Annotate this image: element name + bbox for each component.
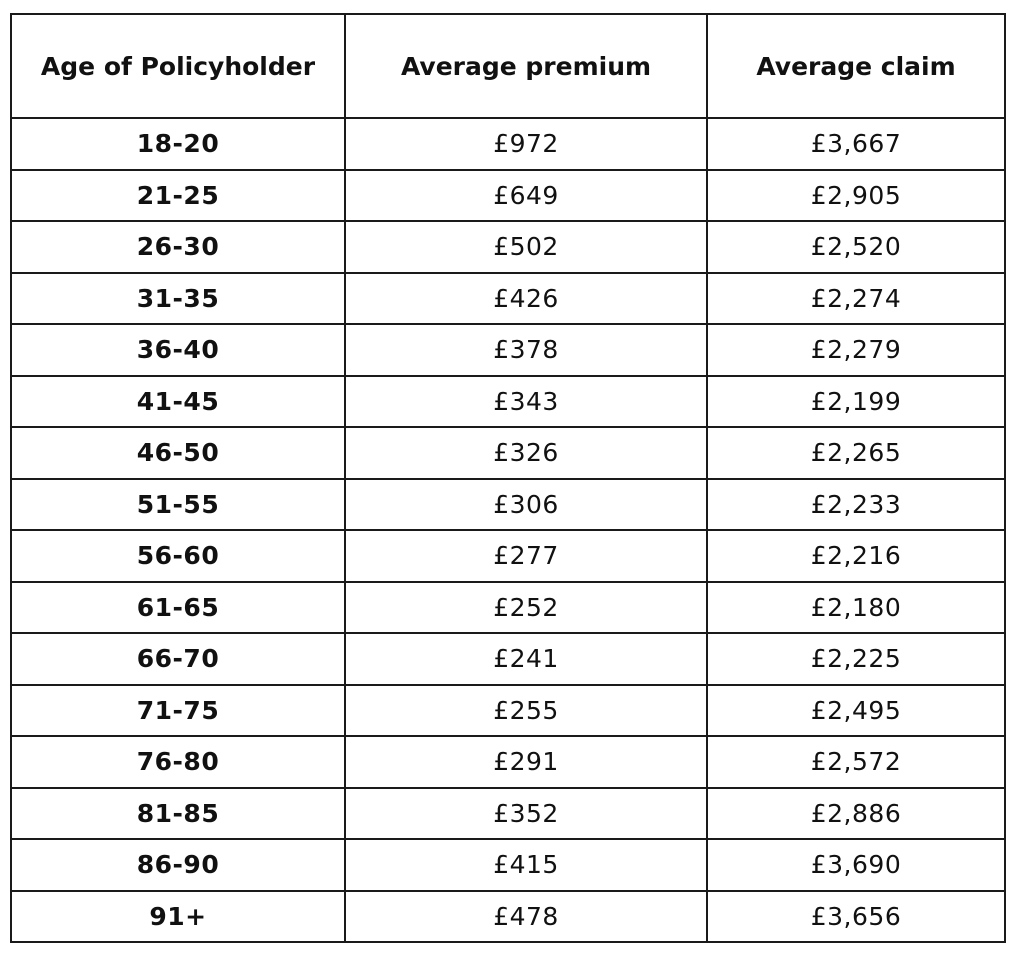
premium-cell: £241	[345, 633, 707, 685]
header-age: Age of Policyholder	[11, 14, 345, 118]
age-cell: 56-60	[11, 530, 345, 582]
claim-cell: £3,656	[707, 891, 1005, 943]
age-cell: 91+	[11, 891, 345, 943]
claim-cell: £3,667	[707, 118, 1005, 170]
age-cell: 36-40	[11, 324, 345, 376]
claim-cell: £2,265	[707, 427, 1005, 479]
claim-cell: £3,690	[707, 839, 1005, 891]
premium-cell: £277	[345, 530, 707, 582]
table-row	[11, 839, 1005, 891]
header-average-premium: Average premium	[345, 14, 707, 118]
claim-cell: £2,199	[707, 376, 1005, 428]
table-row	[11, 170, 1005, 222]
table-row	[11, 582, 1005, 634]
claim-cell: £2,274	[707, 273, 1005, 325]
age-cell: 81-85	[11, 788, 345, 840]
premium-cell: £426	[345, 273, 707, 325]
premium-cell: £306	[345, 479, 707, 531]
table-row	[11, 427, 1005, 479]
age-cell: 61-65	[11, 582, 345, 634]
table-row	[11, 736, 1005, 788]
age-cell: 18-20	[11, 118, 345, 170]
claim-cell: £2,233	[707, 479, 1005, 531]
premium-cell: £252	[345, 582, 707, 634]
table-row	[11, 273, 1005, 325]
premium-cell: £291	[345, 736, 707, 788]
premium-claim-table-container	[10, 13, 1004, 943]
premium-cell: £326	[345, 427, 707, 479]
age-cell: 46-50	[11, 427, 345, 479]
table-row	[11, 376, 1005, 428]
table-row	[11, 118, 1005, 170]
age-cell: 31-35	[11, 273, 345, 325]
premium-cell: £972	[345, 118, 707, 170]
premium-cell: £352	[345, 788, 707, 840]
header-average-claim: Average claim	[707, 14, 1005, 118]
claim-cell: £2,216	[707, 530, 1005, 582]
header-row	[11, 14, 1005, 118]
age-cell: 51-55	[11, 479, 345, 531]
table-row	[11, 324, 1005, 376]
age-cell: 26-30	[11, 221, 345, 273]
claim-cell: £2,225	[707, 633, 1005, 685]
premium-cell: £502	[345, 221, 707, 273]
claim-cell: £2,886	[707, 788, 1005, 840]
premium-cell: £649	[345, 170, 707, 222]
table-header	[11, 14, 1005, 118]
age-cell: 41-45	[11, 376, 345, 428]
claim-cell: £2,180	[707, 582, 1005, 634]
claim-cell: £2,572	[707, 736, 1005, 788]
age-cell: 66-70	[11, 633, 345, 685]
claim-cell: £2,279	[707, 324, 1005, 376]
age-cell: 76-80	[11, 736, 345, 788]
premium-cell: £255	[345, 685, 707, 737]
premium-claim-table	[10, 13, 1006, 943]
claim-cell: £2,905	[707, 170, 1005, 222]
age-cell: 21-25	[11, 170, 345, 222]
claim-cell: £2,520	[707, 221, 1005, 273]
premium-cell: £343	[345, 376, 707, 428]
table-row	[11, 788, 1005, 840]
table-row	[11, 633, 1005, 685]
table-row	[11, 891, 1005, 943]
premium-cell: £378	[345, 324, 707, 376]
table-row	[11, 530, 1005, 582]
table-row	[11, 221, 1005, 273]
age-cell: 86-90	[11, 839, 345, 891]
claim-cell: £2,495	[707, 685, 1005, 737]
age-cell: 71-75	[11, 685, 345, 737]
premium-cell: £415	[345, 839, 707, 891]
table-row	[11, 685, 1005, 737]
table-body	[11, 118, 1005, 942]
premium-cell: £478	[345, 891, 707, 943]
table-row	[11, 479, 1005, 531]
